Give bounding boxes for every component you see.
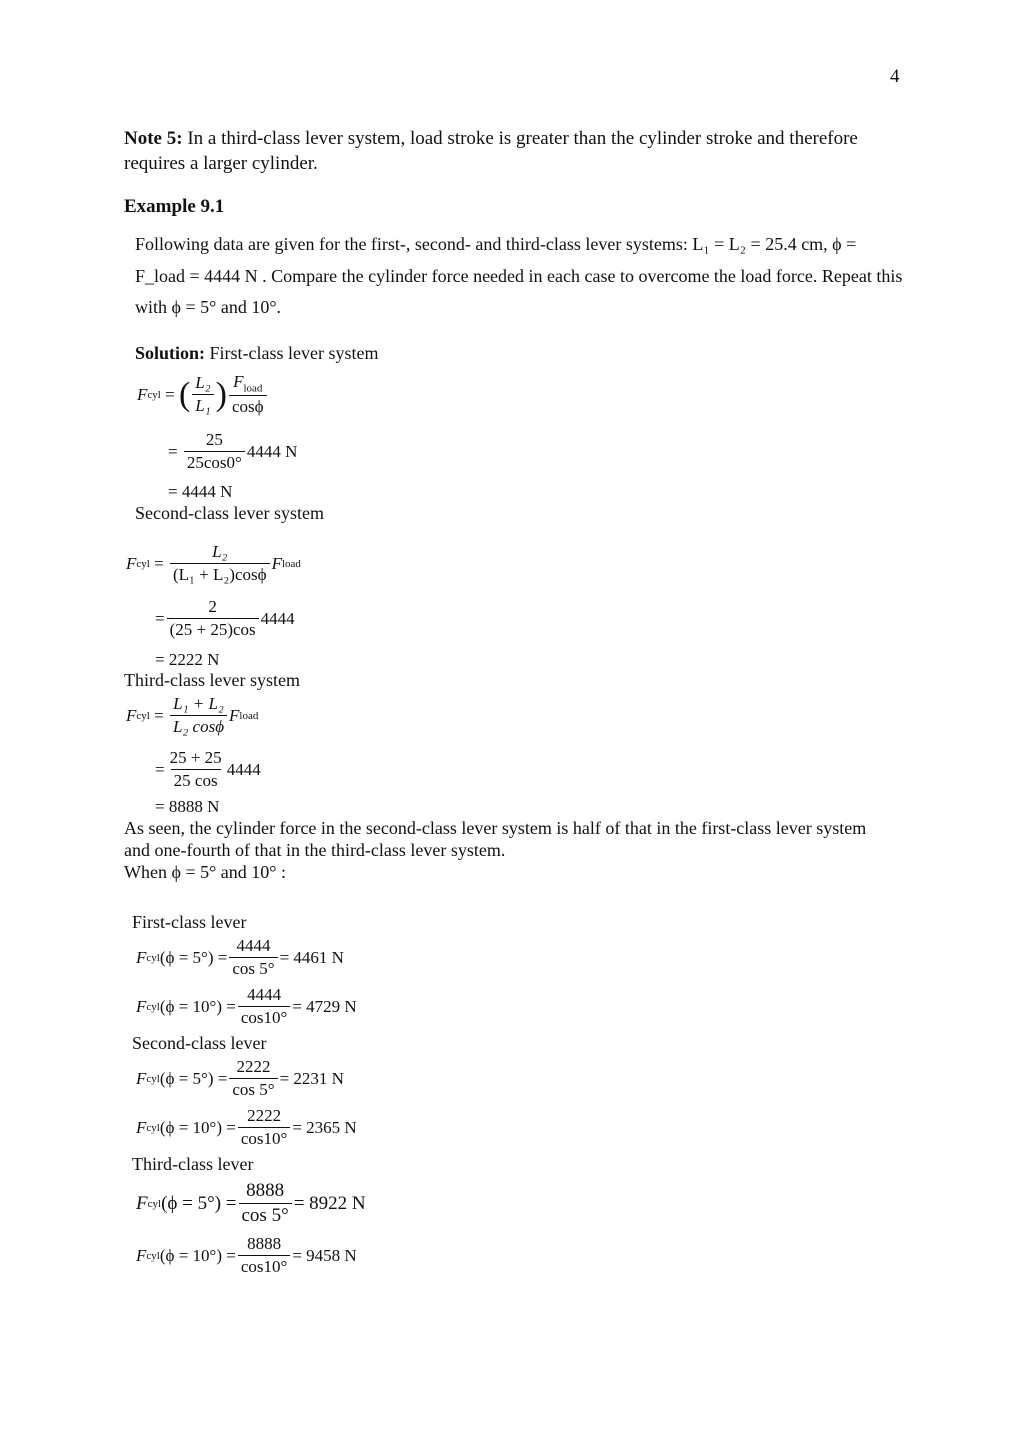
eq3-tail-sub: load: [239, 709, 259, 722]
equation-first-class: F cyl = ( $\frac{\text{L₂}}{\text{L₁}}$ ) $\frac{F_{load}}{\cos\phi}$: [137, 372, 269, 417]
lhs: F: [136, 1068, 147, 1088]
equation-second-class-result: = 2222 N: [155, 650, 220, 669]
eq1b-den: 25cos0°: [184, 451, 245, 473]
eq1-frac2-num: F: [233, 372, 244, 391]
arg: (ϕ = 5°) =: [159, 947, 228, 967]
problem-statement: [135, 229, 975, 324]
eq3-den: L₂ cosϕ: [170, 715, 227, 737]
first-class-heading: First-class lever system: [205, 343, 379, 363]
equation-second-class-sub: = $\frac{2}{(25 + 25)\cos}$ 4444: [155, 597, 295, 639]
second-class-heading: Second-class lever system: [135, 503, 324, 523]
eq1-frac2-num-sub: load: [243, 382, 263, 395]
arg: (ϕ = 10°) =: [159, 1117, 236, 1137]
eq1-frac2-den: cosϕ: [229, 395, 267, 417]
den: cos 5°: [239, 1203, 292, 1227]
example-title: Example 9.1: [124, 196, 225, 217]
note-5: [124, 126, 904, 176]
equation-first-class-sub: = $\frac{25}{25\cos 0^\circ}$ 4444 N: [168, 430, 298, 472]
second-class-lever-heading: Second-class lever: [132, 1033, 267, 1053]
eq1-frac-num: L₂: [195, 373, 211, 393]
first-class-10deg: [136, 985, 357, 1028]
eq2-tail-sub: load: [281, 557, 301, 570]
problem-line-1: Following data are given for the first-, second- and third-class lever systems: L₁ = L₂ = 25.4 cm, ϕ =: [135, 234, 857, 254]
second-class-10deg: [136, 1106, 357, 1149]
eq1-lhs: F: [137, 384, 148, 404]
den: cos 5°: [229, 1078, 277, 1100]
page-number: 4: [890, 66, 900, 87]
eq1-lhs-sub: cyl: [147, 388, 161, 401]
lhs: F: [136, 1117, 147, 1137]
eq1b-tail: 4444 N: [246, 441, 298, 461]
first-class-5deg: [136, 936, 344, 979]
third-class-heading: Third-class lever system: [124, 670, 300, 690]
equation-second-class: F cyl = $\frac{\text{L₂}}{\text{(L₁ + L₂)cosϕ}}$ F load: [126, 542, 301, 584]
third-class-10deg: [136, 1234, 357, 1277]
lhs-sub: cyl: [146, 1249, 160, 1262]
note-label: Note 5:: [124, 128, 183, 149]
eq1-frac-den: L₁: [192, 394, 213, 416]
num: 8888: [246, 1180, 285, 1201]
lhs: F: [136, 1192, 148, 1214]
den: cos 5°: [229, 957, 277, 979]
eq2-lhs-sub: cyl: [136, 557, 150, 570]
eq3-lhs-sub: cyl: [136, 709, 150, 722]
arg: (ϕ = 5°) =: [159, 1068, 228, 1088]
eq3-lhs: F: [126, 705, 137, 725]
eq2-num: L₂: [212, 542, 228, 561]
equation-third-class-result: = 8888 N: [155, 797, 220, 816]
arg: (ϕ = 10°) =: [159, 996, 236, 1016]
first-class-lever-heading: First-class lever: [132, 912, 247, 932]
den: cos10°: [238, 1006, 290, 1028]
num: 8888: [247, 1234, 282, 1253]
den: cos10°: [238, 1127, 290, 1149]
num: 4444: [236, 936, 271, 955]
num: 2222: [236, 1057, 271, 1076]
eq2-den: (L₁ + L₂)cosϕ: [170, 563, 270, 585]
eq3-num: L₁ + L₂: [173, 694, 224, 713]
eq3b-num: 25 + 25: [169, 748, 222, 767]
eq2b-den: (25 + 25)cos: [167, 618, 259, 640]
third-class-lever-heading: Third-class lever: [132, 1154, 254, 1174]
lhs-sub: cyl: [146, 1000, 160, 1013]
result: = 4461 N: [279, 947, 344, 967]
num: 2222: [247, 1106, 282, 1125]
result: = 4729 N: [292, 996, 357, 1016]
eq2-tail: F: [271, 553, 282, 573]
solution-heading: [135, 343, 379, 364]
eq2-lhs: F: [126, 553, 137, 573]
lhs-sub: cyl: [146, 1072, 160, 1085]
num: 4444: [247, 985, 282, 1004]
solution-label: Solution:: [135, 343, 206, 363]
equation-third-class: F cyl = $\frac{\text{L₁ + L₂}}{\text{L₂ cosϕ}}$ F load: [126, 694, 259, 736]
arg: (ϕ = 5°) =: [161, 1192, 237, 1214]
result: = 8922 N: [293, 1192, 366, 1214]
eq2b-tail: 4444: [260, 608, 295, 628]
second-class-5deg: [136, 1057, 344, 1100]
third-class-5deg: [136, 1180, 366, 1227]
equation-first-class-result: = 4444 N: [168, 482, 233, 501]
equation-third-class-sub: = $\frac{25 + 25}{25 \cos}$ 4444: [155, 748, 261, 790]
lhs: F: [136, 996, 147, 1016]
result: = 2365 N: [292, 1117, 357, 1137]
eq3b-den: 25 cos: [171, 769, 221, 791]
result: = 9458 N: [292, 1245, 357, 1265]
result: = 2231 N: [279, 1068, 344, 1088]
eq3-tail: F: [229, 705, 240, 725]
problem-line-3: with ϕ = 5° and 10°.: [135, 297, 282, 317]
lhs: F: [136, 947, 147, 967]
eq2b-num: 2: [208, 597, 217, 616]
eq3b-tail: 4444: [226, 759, 261, 779]
eq1b-num: 25: [205, 430, 223, 449]
lhs-sub: cyl: [146, 951, 160, 964]
lhs: F: [136, 1245, 147, 1265]
lhs-sub: cyl: [147, 1197, 162, 1210]
arg: (ϕ = 10°) =: [159, 1245, 236, 1265]
lhs-sub: cyl: [146, 1121, 160, 1134]
conclusion-line-1: As seen, the cylinder force in the second-class lever system is half of that in the first-class lever system: [124, 818, 867, 838]
conclusion-line-2: and one-fourth of that in the third-class lever system.: [124, 840, 506, 860]
note-text: In a third-class lever system, load stroke is greater than the cylinder stroke and therefore requires a larger cylinder.: [124, 128, 858, 174]
den: cos10°: [238, 1255, 290, 1277]
problem-line-2: F_load = 4444 N . Compare the cylinder force needed in each case to overcome the load force. Repeat this: [135, 265, 903, 286]
when-angles: When ϕ = 5° and 10° :: [124, 862, 286, 882]
